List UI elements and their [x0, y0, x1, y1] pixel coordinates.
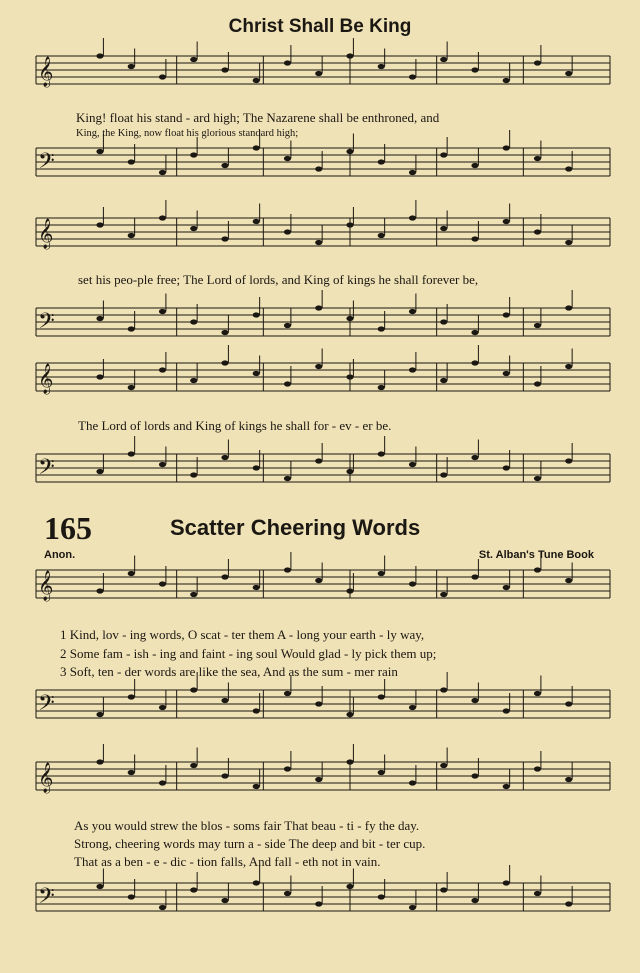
note-head	[284, 381, 291, 386]
note-head	[159, 215, 166, 220]
note-head	[565, 240, 572, 245]
note-head	[565, 71, 572, 76]
note-head	[378, 694, 385, 699]
note-head	[503, 708, 510, 713]
note-head	[346, 884, 353, 889]
bass-clef-icon: 𝄢	[38, 309, 55, 339]
note-head	[128, 694, 135, 699]
note-head	[284, 156, 291, 161]
note-head	[159, 705, 166, 710]
note-head	[128, 571, 135, 576]
note-head	[190, 592, 197, 597]
note-head	[440, 378, 447, 383]
verse-line: 1 Kind, lov - ing words, O scat - ter them A - long your earth - ly way,	[60, 627, 425, 642]
note-head	[503, 371, 510, 376]
treble-clef-icon: 𝄞	[38, 57, 54, 87]
note-head	[96, 588, 103, 593]
note-head	[221, 67, 228, 72]
note-head	[378, 159, 385, 164]
note-head	[534, 567, 541, 572]
note-head	[346, 588, 353, 593]
note-head	[96, 469, 103, 474]
note-head	[128, 385, 135, 390]
note-head	[378, 451, 385, 456]
note-head	[565, 305, 572, 310]
note-head	[284, 891, 291, 896]
note-head	[221, 455, 228, 460]
bass-clef-icon: 𝄢	[38, 691, 55, 721]
note-head	[284, 476, 291, 481]
note-head	[503, 78, 510, 83]
note-head	[440, 687, 447, 692]
note-head	[378, 385, 385, 390]
note-head	[346, 374, 353, 379]
note-head	[440, 57, 447, 62]
note-head	[409, 170, 416, 175]
note-head	[440, 319, 447, 324]
note-head	[378, 770, 385, 775]
note-head	[159, 905, 166, 910]
note-head	[315, 578, 322, 583]
note-head	[128, 233, 135, 238]
note-head	[565, 458, 572, 463]
note-head	[471, 898, 478, 903]
note-head	[221, 236, 228, 241]
note-head	[409, 705, 416, 710]
bass-clef-icon: 𝄢	[38, 884, 55, 914]
treble-clef-icon: 𝄞	[38, 364, 54, 394]
note-head	[503, 880, 510, 885]
verse-line: Strong, cheering words may turn a - side The deep and bit - ter cup.	[74, 836, 426, 851]
bass-clef-icon: 𝄢	[38, 455, 55, 485]
note-head	[128, 770, 135, 775]
note-head	[409, 215, 416, 220]
note-head	[565, 578, 572, 583]
note-head	[565, 166, 572, 171]
note-head	[253, 465, 260, 470]
note-head	[471, 236, 478, 241]
note-head	[378, 326, 385, 331]
author-credit: Anon.	[44, 549, 76, 561]
note-head	[409, 309, 416, 314]
treble-clef-icon: 𝄞	[38, 763, 54, 793]
lyric-line: King! float his stand - ard high; The Nazarene shall be enthroned, and	[76, 110, 440, 125]
note-head	[409, 74, 416, 79]
note-head	[128, 894, 135, 899]
note-head	[534, 691, 541, 696]
note-head	[409, 367, 416, 372]
note-head	[315, 240, 322, 245]
note-head	[503, 465, 510, 470]
note-head	[221, 163, 228, 168]
note-head	[471, 455, 478, 460]
note-head	[284, 323, 291, 328]
note-head	[315, 458, 322, 463]
note-head	[96, 712, 103, 717]
note-head	[190, 378, 197, 383]
note-head	[440, 592, 447, 597]
note-head	[534, 476, 541, 481]
note-head	[128, 451, 135, 456]
note-head	[190, 887, 197, 892]
note-head	[315, 901, 322, 906]
note-head	[378, 64, 385, 69]
note-head	[253, 784, 260, 789]
note-head	[346, 469, 353, 474]
note-head	[253, 145, 260, 150]
note-head	[440, 472, 447, 477]
note-head	[159, 780, 166, 785]
lyric-line: King, the King, now float his glorious standard high;	[76, 128, 299, 139]
note-head	[284, 766, 291, 771]
note-head	[159, 170, 166, 175]
note-head	[503, 585, 510, 590]
note-head	[565, 364, 572, 369]
note-head	[409, 780, 416, 785]
verse-line: 3 Soft, ten - der words are like the sea, And as the sum - mer rain	[60, 664, 398, 679]
note-head	[159, 74, 166, 79]
lyric-line: set his peo-ple free; The Lord of lords, and King of kings he shall forever be,	[78, 272, 479, 287]
note-head	[534, 156, 541, 161]
note-head	[471, 163, 478, 168]
note-head	[221, 898, 228, 903]
note-head	[284, 567, 291, 572]
note-head	[503, 145, 510, 150]
note-head	[315, 777, 322, 782]
note-head	[346, 316, 353, 321]
note-head	[190, 152, 197, 157]
note-head	[221, 574, 228, 579]
note-head	[378, 571, 385, 576]
note-head	[96, 884, 103, 889]
note-head	[190, 687, 197, 692]
note-head	[253, 371, 260, 376]
lyric-line: The Lord of lords and King of kings he shall for - ev - er be.	[78, 418, 392, 433]
hymn-title-scatter-cheering-words: Scatter Cheering Words	[170, 515, 421, 540]
note-head	[128, 326, 135, 331]
note-head	[315, 71, 322, 76]
note-head	[96, 759, 103, 764]
note-head	[346, 222, 353, 227]
note-head	[190, 57, 197, 62]
tune-credit: St. Alban's Tune Book	[478, 549, 594, 561]
note-head	[221, 330, 228, 335]
note-head	[284, 60, 291, 65]
note-head	[159, 309, 166, 314]
note-head	[440, 887, 447, 892]
note-head	[253, 219, 260, 224]
note-head	[159, 462, 166, 467]
note-head	[96, 149, 103, 154]
note-head	[190, 472, 197, 477]
note-head	[96, 53, 103, 58]
note-head	[96, 316, 103, 321]
note-head	[96, 374, 103, 379]
note-head	[346, 759, 353, 764]
note-head	[534, 766, 541, 771]
note-head	[565, 701, 572, 706]
note-head	[190, 226, 197, 231]
note-head	[253, 78, 260, 83]
verse-line: 2 Some fam - ish - ing and faint - ing soul Would glad - ly pick them up;	[60, 646, 437, 661]
note-head	[534, 323, 541, 328]
bass-clef-icon: 𝄢	[38, 149, 55, 179]
note-head	[315, 364, 322, 369]
note-head	[253, 312, 260, 317]
note-head	[471, 67, 478, 72]
note-head	[378, 233, 385, 238]
note-head	[534, 229, 541, 234]
note-head	[96, 222, 103, 227]
note-head	[534, 381, 541, 386]
note-head	[190, 763, 197, 768]
note-head	[409, 462, 416, 467]
note-head	[128, 159, 135, 164]
note-head	[159, 581, 166, 586]
note-head	[471, 360, 478, 365]
note-head	[409, 581, 416, 586]
hymn-number: 165	[44, 510, 92, 546]
note-head	[284, 691, 291, 696]
note-head	[221, 773, 228, 778]
note-head	[471, 574, 478, 579]
note-head	[503, 312, 510, 317]
note-head	[315, 166, 322, 171]
note-head	[315, 305, 322, 310]
note-head	[253, 880, 260, 885]
note-head	[346, 53, 353, 58]
note-head	[409, 905, 416, 910]
note-head	[471, 698, 478, 703]
note-head	[159, 367, 166, 372]
note-head	[253, 585, 260, 590]
verse-line: As you would strew the blos - soms fair That beau - ti - fy the day.	[74, 818, 420, 833]
note-head	[221, 698, 228, 703]
note-head	[284, 229, 291, 234]
note-head	[315, 701, 322, 706]
note-head	[503, 784, 510, 789]
note-head	[346, 149, 353, 154]
verse-line: That as a ben - e - dic - tion falls, And fall - eth not in vain.	[74, 854, 381, 869]
treble-clef-icon: 𝄞	[38, 219, 54, 249]
note-head	[128, 64, 135, 69]
note-head	[503, 219, 510, 224]
note-head	[378, 894, 385, 899]
note-head	[253, 708, 260, 713]
treble-clef-icon: 𝄞	[38, 571, 54, 601]
note-head	[346, 712, 353, 717]
note-head	[471, 330, 478, 335]
note-head	[440, 152, 447, 157]
note-head	[565, 777, 572, 782]
note-head	[534, 60, 541, 65]
note-head	[190, 319, 197, 324]
note-head	[471, 773, 478, 778]
note-head	[221, 360, 228, 365]
note-head	[565, 901, 572, 906]
note-head	[534, 891, 541, 896]
hymn-title-christ-shall-be-king: Christ Shall Be King	[228, 16, 412, 37]
note-head	[440, 226, 447, 231]
note-head	[440, 763, 447, 768]
